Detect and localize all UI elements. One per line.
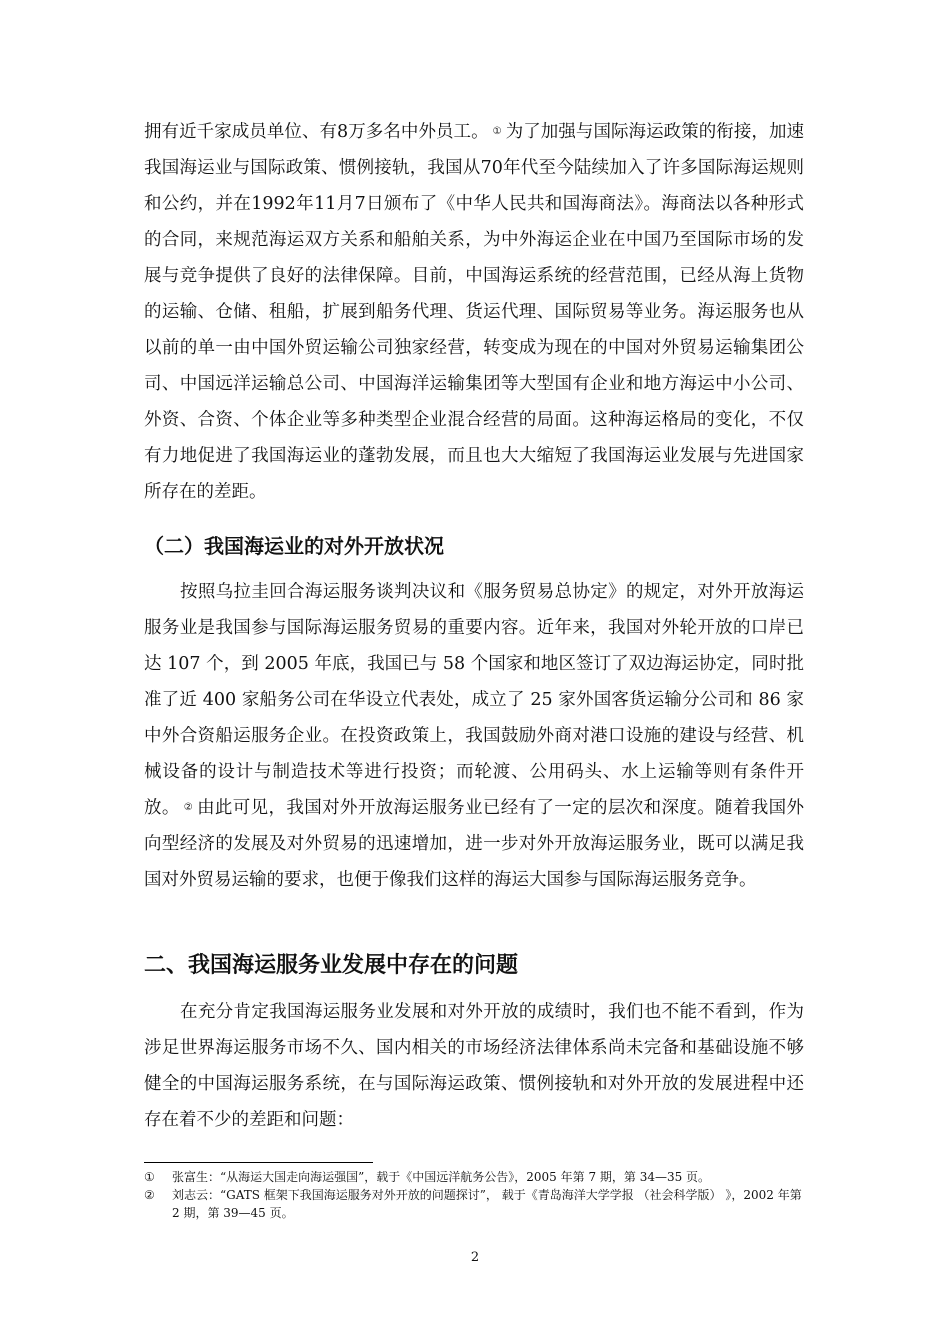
footnote-1-mark: ①	[144, 1170, 155, 1184]
footnote-2-mark: ②	[144, 1188, 155, 1202]
paragraph-2-text-b: 由此可见，我国对外开放海运服务业已经有了一定的层次和深度。随着我国外向型经济的发展及对外贸易的迅速增加，进一步对外开放海运服务业，既可以满足我国对外贸易运输的要求，也便于像我们这样的海运大国参与国际海运服务竞争。	[144, 798, 805, 890]
footnote-separator	[144, 1162, 373, 1163]
footnote-ref-2[interactable]: ②	[183, 802, 194, 813]
subsection-heading: （二）我国海运业的对外开放状况	[144, 534, 444, 558]
paragraph-2-text-a: 按照乌拉圭回合海运服务谈判决议和《服务贸易总协定》的规定，对外开放海运服务业是我国参与国际海运服务贸易的重要内容。近年来，我国对外轮开放的口岸已达 107 个，到 2005 年底，我国已与 58 个国家和地区签订了双边海运协定，同时批准了近 400 家船务公司在华设立代表处，成立了 25 家外国客货运输分公司和 86 家中外合资船运服务企业。在投资政策上，我国鼓励外商对港口设施的建设与经营、机械设备的设计与制造技术等进行投资；而轮渡、公用码头、水上运输等则有条件开放。	[144, 582, 804, 818]
body-paragraph-3: 在充分肯定我国海运服务业发展和对外开放的成绩时，我们也不能不看到，作为涉足世界海运服务市场不久、国内相关的市场经济法律体系尚未完备和基础设施不够健全的中国海运服务系统，在与国际海运政策、惯例接轨和对外开放的发展进程中还存在着不少的差距和问题：	[144, 1002, 804, 1130]
footnotes	[144, 1168, 804, 1222]
footnote-1	[144, 1168, 804, 1186]
section-heading: 二、我国海运服务业发展中存在的问题	[144, 953, 519, 978]
paragraph-1-text-b: 为了加强与国际海运政策的衔接，加速我国海运业与国际政策、惯例接轨，我国从70年代至今陆续加入了许多国际海运规则和公约，并在1992年11月7日颁布了《中华人民共和国海商法》。海商法以各种形式的合同，来规范海运双方关系和船舶关系，为中外海运企业在中国乃至国际市场的发展与竞争提供了良好的法律保障。目前，中国海运系统的经营范围，已经从海上货物的运输、仓储、租船，扩展到船务代理、货运代理、国际贸易等业务。海运服务也从以前的单一由中国外贸运输公司独家经营，转变成为现在的中国对外贸易运输集团公司、中国远洋运输总公司、中国海洋运输集团等大型国有企业和地方海运中小公司、外资、合资、个体企业等多种类型企业混合经营的局面。这种海运格局的变化，不仅有力地促进了我国海运业的蓬勃发展，而且也大大缩短了我国海运业发展与先进国家所存在的差距。	[144, 122, 805, 502]
footnote-1-text: 张富生：“从海运大国走向海运强国”，载于《中国远洋航务公告》，2005 年第 7 期，第 34—35 页。	[172, 1170, 711, 1184]
paragraph-1-text-a: 拥有近千家成员单位、有8万多名中外员工。	[144, 122, 489, 142]
footnote-ref-1[interactable]: ①	[492, 126, 502, 137]
footnote-2	[144, 1186, 804, 1222]
body-paragraph-1	[144, 114, 804, 510]
page-number: 2	[470, 1250, 480, 1265]
body-paragraph-2	[144, 574, 804, 898]
footnote-2-text: 刘志云：“GATS 框架下我国海运服务对外开放的问题探讨”， 载于《青岛海洋大学学报 （社会科学版） 》，2002 年第 2 期，第 39—45 页。	[172, 1188, 802, 1220]
